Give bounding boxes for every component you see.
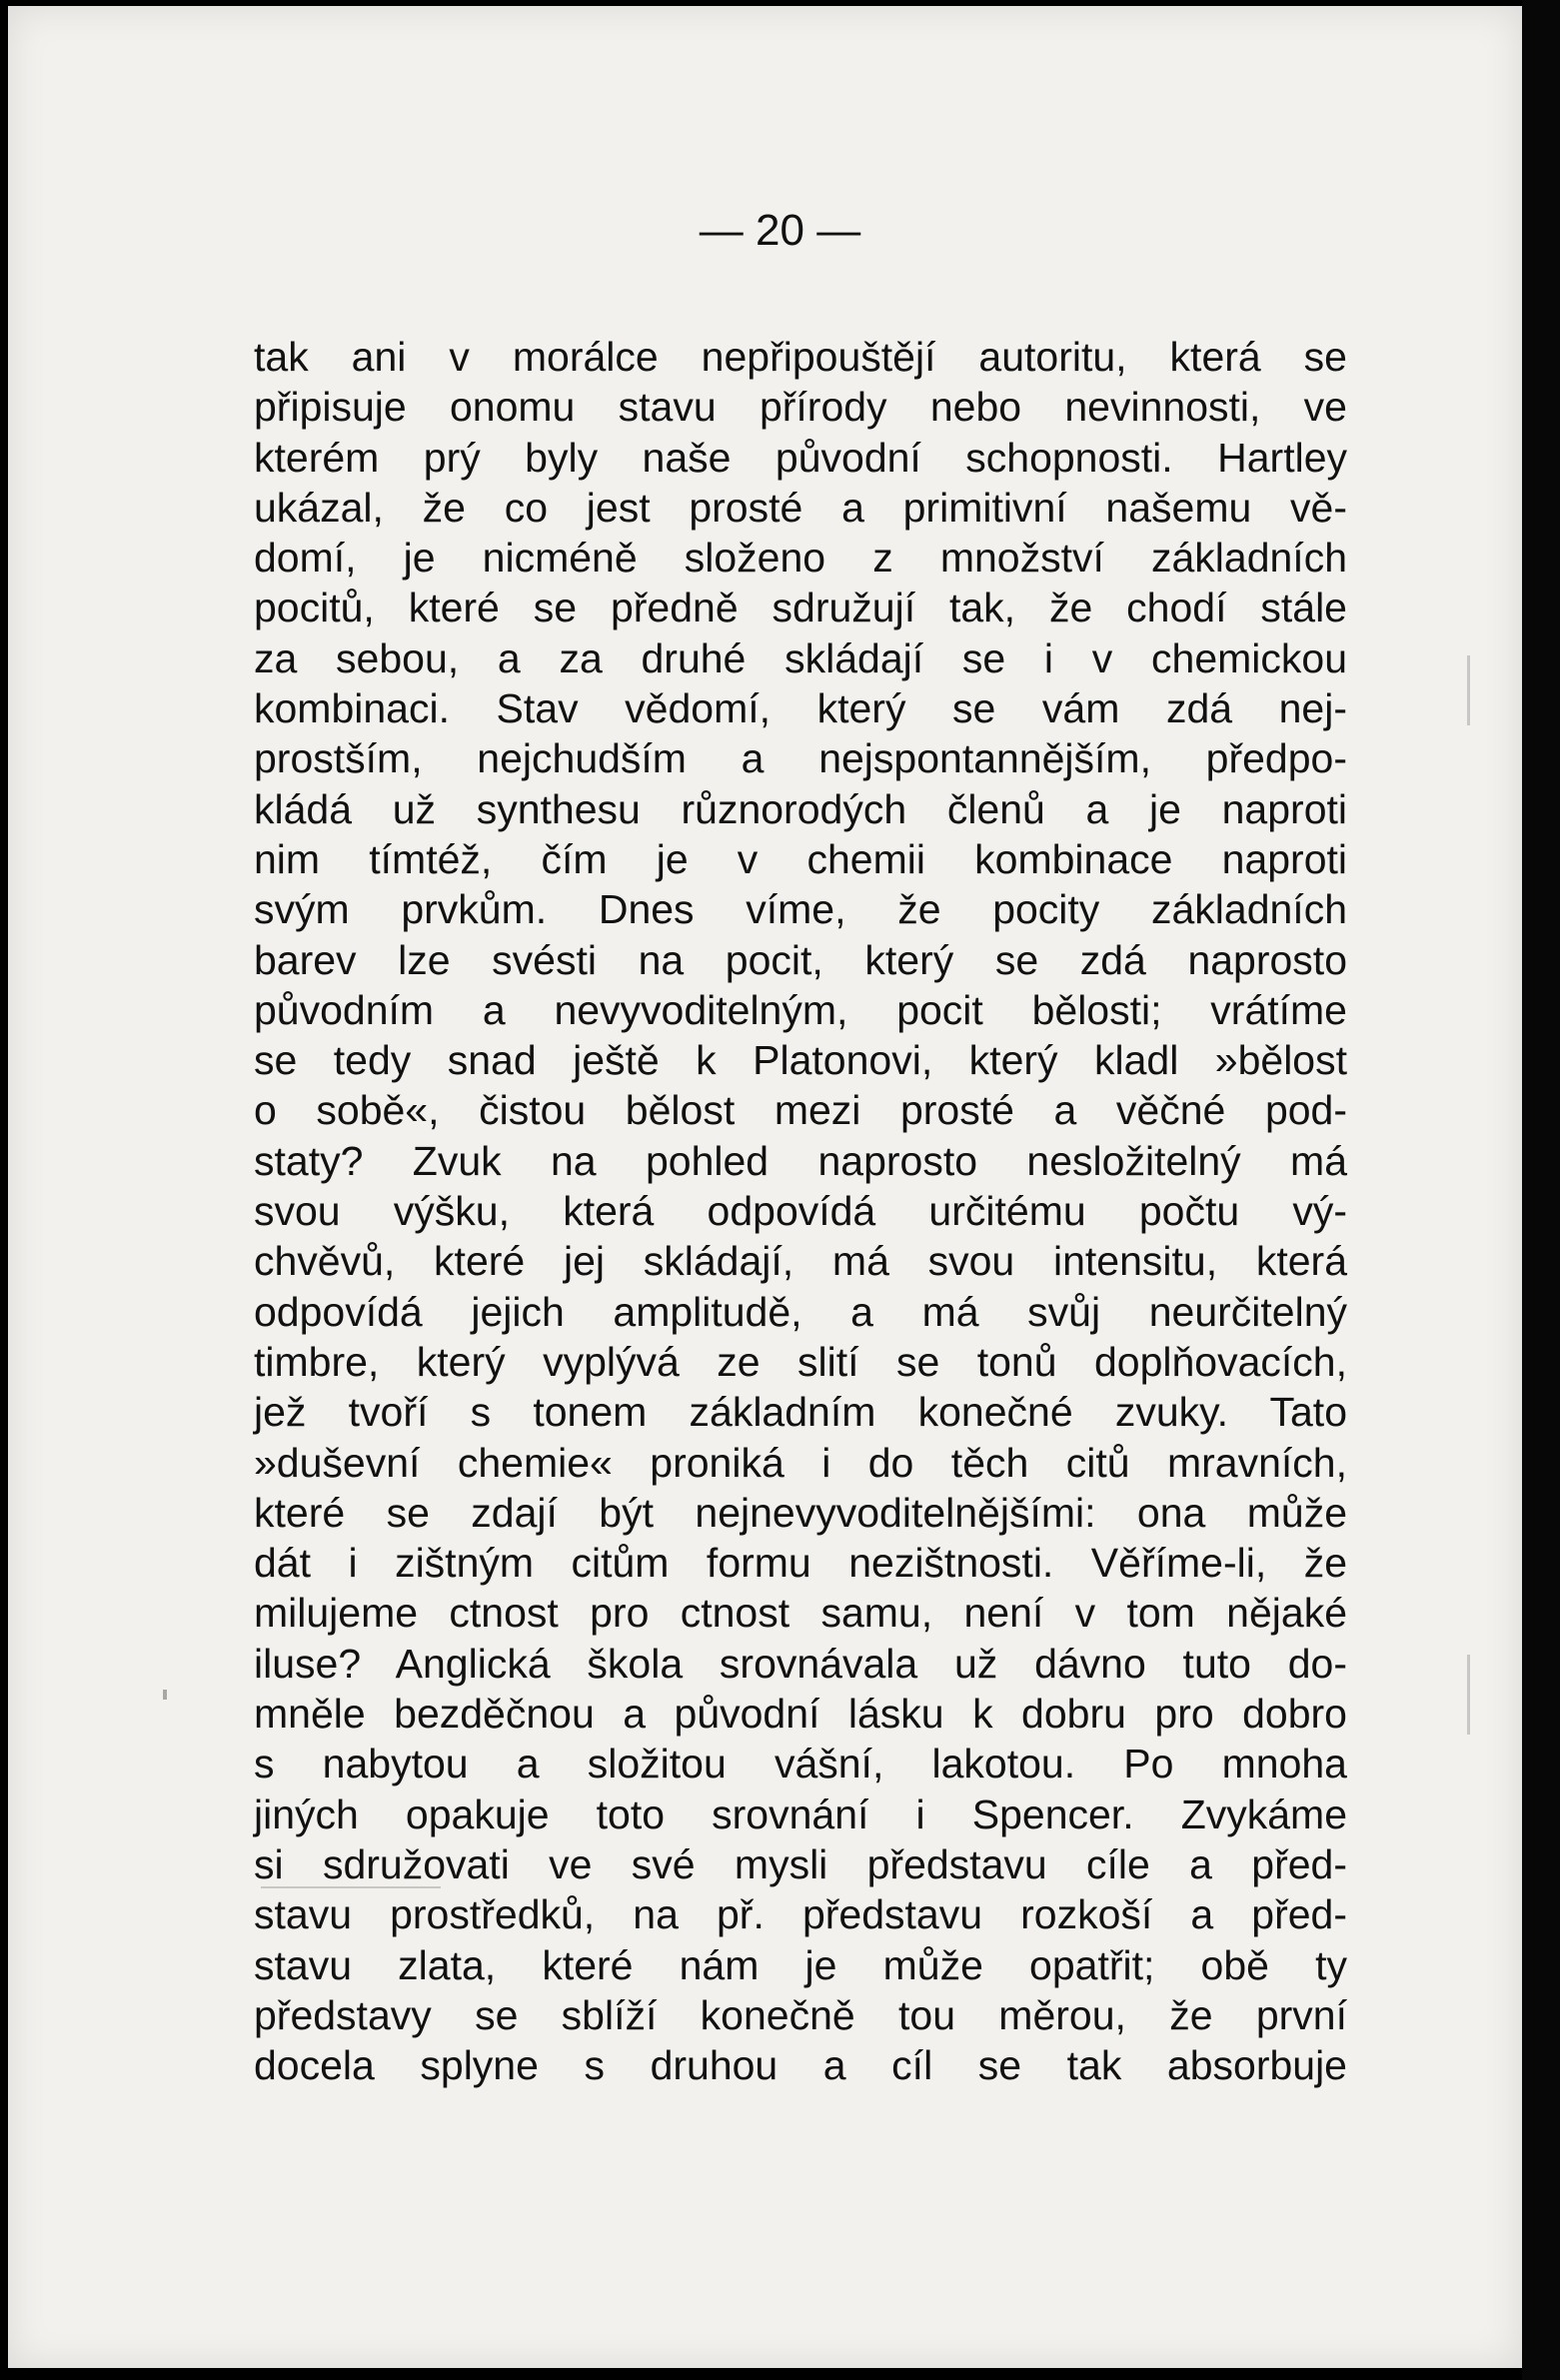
text-line: docela splyne s druhou a cíl se tak absorbuje xyxy=(254,2042,1347,2089)
text-line: tak ani v morálce nepřipouštějí autoritu, která se xyxy=(254,334,1347,380)
text-line: barev lze svésti na pocit, který se zdá naprosto xyxy=(254,936,1347,983)
text-line: představy se sblíží konečně tou měrou, že první xyxy=(254,1991,1347,2038)
scan-mark xyxy=(1467,655,1470,725)
text-line: kládá už synthesu různorodých členů a je naproti xyxy=(254,785,1347,832)
text-line: odpovídá jejich amplitudě, a má svůj neurčitelný xyxy=(254,1288,1347,1335)
book-page xyxy=(8,6,1522,2368)
text-line: dát i zištným citům formu nezištnosti. Věříme-li, že xyxy=(254,1540,1347,1587)
text-line: o sobě«, čistou bělost mezi prosté a věčné pod- xyxy=(254,1087,1347,1134)
text-line: mněle bezděčnou a původní lásku k dobru pro dobro xyxy=(254,1691,1347,1738)
text-line: pocitů, které se předně sdružují tak, že chodí stále xyxy=(254,585,1347,631)
text-line: ukázal, že co jest prosté a primitivní našemu vě- xyxy=(254,484,1347,531)
text-line: iluse? Anglická škola srovnávala už dávno tuto do- xyxy=(254,1640,1347,1687)
text-line: milujeme ctnost pro ctnost samu, není v tom nějaké xyxy=(254,1590,1347,1637)
text-line: svým prvkům. Dnes víme, že pocity základních xyxy=(254,886,1347,933)
body-text xyxy=(254,332,1347,2090)
text-line: za sebou, a za druhé skládají se i v chemickou xyxy=(254,634,1347,681)
text-line: kombinaci. Stav vědomí, který se vám zdá nej- xyxy=(254,685,1347,732)
text-line: chvěvů, které jej skládají, má svou intensitu, která xyxy=(254,1238,1347,1285)
text-line: stavu prostředků, na př. představu rozkoší a před- xyxy=(254,1891,1347,1938)
text-line: si sdružovati ve své mysli představu cíle a před- xyxy=(254,1840,1347,1887)
text-line: kterém prý byly naše původní schopnosti. Hartley xyxy=(254,434,1347,481)
text-line: stavu zlata, které nám je může opatřit; obě ty xyxy=(254,1941,1347,1988)
text-line: původním a nevyvoditelným, pocit bělosti; vrátíme xyxy=(254,986,1347,1033)
text-line: prostším, nejchudším a nejspontannějším, předpo- xyxy=(254,735,1347,782)
text-line: se tedy snad ještě k Platonovi, který kladl »bělost xyxy=(254,1037,1347,1084)
page-edge-shadow xyxy=(1522,0,1560,2380)
text-line: s nabytou a složitou vášní, lakotou. Po mnoha xyxy=(254,1741,1347,1787)
text-line: domí, je nicméně složeno z množství základních xyxy=(254,535,1347,582)
scan-mark xyxy=(1467,1655,1470,1735)
page-number: — 20 — xyxy=(699,206,861,255)
text-line: připisuje onomu stavu přírody nebo nevinnosti, ve xyxy=(254,384,1347,431)
text-line: jiných opakuje toto srovnání i Spencer. Zvykáme xyxy=(254,1790,1347,1837)
scan-mark xyxy=(261,1886,441,1888)
text-line: jež tvoří s tonem základním konečné zvuky. Tato xyxy=(254,1389,1347,1436)
scan-mark xyxy=(163,1690,167,1700)
text-line: nim tímtéž, čím je v chemii kombinace naproti xyxy=(254,835,1347,882)
text-line: svou výšku, která odpovídá určitému počtu vý- xyxy=(254,1188,1347,1235)
text-line: které se zdají být nejnevyvoditelnějšími: ona může xyxy=(254,1489,1347,1536)
text-line: staty? Zvuk na pohled naprosto nesložitelný má xyxy=(254,1137,1347,1184)
text-line: timbre, který vyplývá ze slití se tonů doplňovacích, xyxy=(254,1338,1347,1385)
text-line: »duševní chemie« proniká i do těch citů mravních, xyxy=(254,1439,1347,1486)
